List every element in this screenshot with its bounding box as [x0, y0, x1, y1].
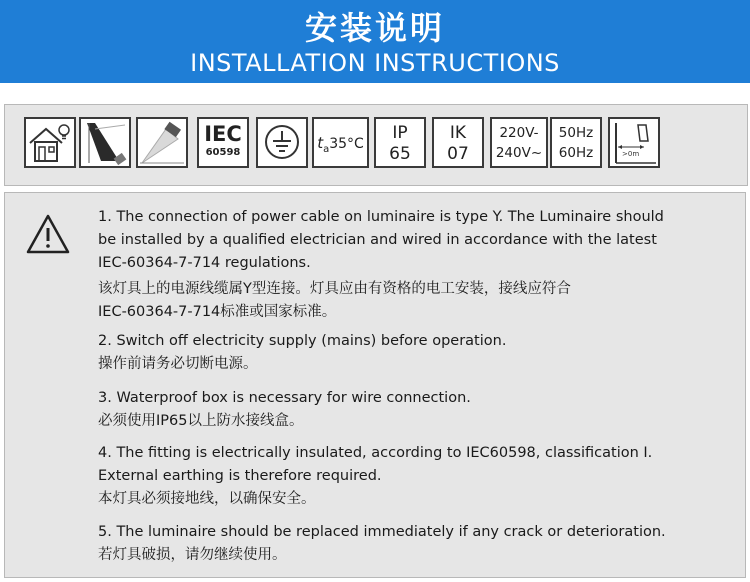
voltage-line-1: 220V-	[499, 125, 539, 141]
ta-subscript: a	[323, 143, 330, 155]
ik-value: 07	[447, 144, 469, 164]
item2-en: 2. Switch off electricity supply (mains) before operation.	[98, 333, 507, 349]
item4-zh: 本灯具必须接地线，以确保安全。	[98, 491, 316, 507]
ip-rating-mark	[374, 117, 426, 168]
iec-text: IEC	[204, 122, 242, 146]
certification-icon-bar	[4, 104, 748, 186]
earth-ground-icon	[256, 117, 308, 168]
iec-standard-number: 60598	[205, 147, 241, 158]
ambient-temp-mark	[312, 117, 369, 168]
voltage-line-2: 240V~	[495, 145, 543, 161]
item3-en: 3. Waterproof box is necessary for wire connection.	[98, 390, 471, 406]
instructions-panel	[4, 192, 746, 578]
indoor-house-icon	[24, 117, 76, 168]
item4-en-line1: 4. The fitting is electrically insulated, according to IEC60598, classification I.	[98, 445, 653, 461]
ik-label: IK	[449, 123, 467, 143]
ik-rating-mark	[432, 117, 484, 168]
frequency-line-1: 50Hz	[558, 125, 594, 141]
title-chinese: 安装说明	[304, 9, 445, 47]
ta-value: 35°C	[329, 136, 364, 152]
frequency-line-2: 60Hz	[558, 145, 594, 161]
item2-zh: 操作前请务必切断电源。	[98, 356, 258, 372]
ip-label: IP	[392, 123, 408, 143]
item1-zh-line1: 该灯具上的电源线缆属Y型连接。灯具应由有资格的电工安装，接线应符合	[98, 281, 571, 297]
item1-en-line1: 1. The connection of power cable on luminaire is type Y. The Luminaire should	[98, 209, 664, 225]
ip-value: 65	[389, 144, 411, 164]
frequency-mark	[550, 117, 602, 168]
header-banner	[0, 0, 750, 83]
voltage-mark	[490, 117, 548, 168]
distance-label: >0m	[622, 150, 640, 158]
warning-icon	[25, 213, 71, 255]
item5-zh: 若灯具破损，请勿继续使用。	[98, 547, 287, 563]
item1-en-line3: IEC-60364-7-714 regulations.	[98, 255, 311, 271]
item4-en-line2: External earthing is therefore required.	[98, 468, 382, 484]
iec-mark	[197, 117, 249, 168]
title-english: INSTALLATION INSTRUCTIONS	[190, 49, 560, 77]
ta-symbol: t	[317, 134, 324, 152]
lamp-angle-icon	[79, 117, 131, 168]
item5-en: 5. The luminaire should be replaced immediately if any crack or deterioration.	[98, 524, 666, 540]
item3-zh: 必须使用IP65以上防水接线盒。	[98, 413, 304, 429]
floodlight-icon	[136, 117, 188, 168]
item1-zh-line2: IEC-60364-7-714标准或国家标准。	[98, 304, 337, 320]
min-distance-icon	[608, 117, 660, 168]
item1-en-line2: be installed by a qualified electrician and wired in accordance with the latest	[98, 232, 657, 248]
